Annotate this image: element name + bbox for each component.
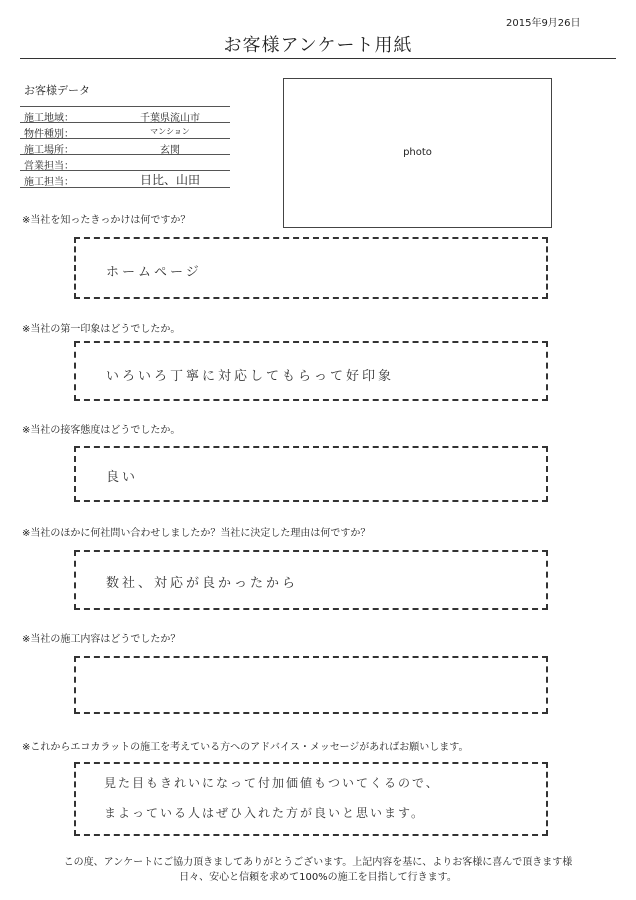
answer-box-4 [74,550,548,610]
customer-row-installer [20,170,230,188]
customer-row-value: マンション [150,127,190,136]
customer-row-value: 玄関 [160,145,180,156]
answer-box-5 [74,656,548,714]
question-6: ※これからエコカラットの施工を考えている方へのアドバイス・メッセージがあればお願いします。 [22,742,469,753]
answer-text-6-line-2: まよっている人はぜひ入れた方が良いと思います。 [104,806,426,820]
question-3: ※当社の接客態度はどうでしたか。 [22,425,181,436]
answer-box-3 [74,446,548,502]
answer-text-3: 良い [106,470,139,485]
question-5: ※当社の施工内容はどうでしたか？ [22,634,181,645]
answer-text-2: いろいろ丁寧に対応してもらって好印象 [106,369,395,384]
customer-row-value: 日比、山田 [139,173,200,187]
answer-text-4: 数社、対応が良かったから [106,576,299,591]
customer-row-label: 営業担当： [24,161,74,172]
customer-row-property-type [20,122,230,139]
customer-row-label: 施工担当： [24,177,74,188]
question-2: ※当社の第一印象はどうでしたか。 [22,324,181,335]
page-title: お客様アンケート用紙 [223,35,413,56]
footer-line-1: この度、アンケートにご協力頂きましてありがとうございます。上記内容を基に、よりお客様に喜んで頂きます様 [63,857,573,868]
customer-row-value: 千葉県流山市 [140,113,200,124]
footer-line-2: 日々、安心と信頼を求めて100%の施工を目指して行きます。 [179,872,457,883]
customer-row-sales-rep [20,154,230,171]
customer-row-location [20,138,230,155]
customer-row-label: 施工地域： [24,113,74,124]
photo-label: photo [403,147,432,158]
answer-box-1 [74,237,548,299]
answer-box-2 [74,341,548,401]
question-4: ※当社のほかに何社問い合わせしましたか？当社に決定した理由は何ですか？ [22,528,371,539]
customer-data-heading: お客様データ [24,84,90,97]
photo-placeholder [283,78,552,228]
question-1: ※当社を知ったきっかけは何ですか？ [22,215,191,226]
customer-row-area [20,106,230,123]
answer-text-1: ホームページ [106,265,202,280]
answer-text-6-line-1: 見た目もきれいになって付加価値もついてくるので、 [104,776,440,790]
title-underline [20,58,616,59]
customer-row-label: 物件種別： [24,129,74,140]
survey-date: 2015年9月26日 [506,18,581,29]
customer-row-label: 施工場所： [24,145,74,156]
answer-box-6 [74,762,548,836]
